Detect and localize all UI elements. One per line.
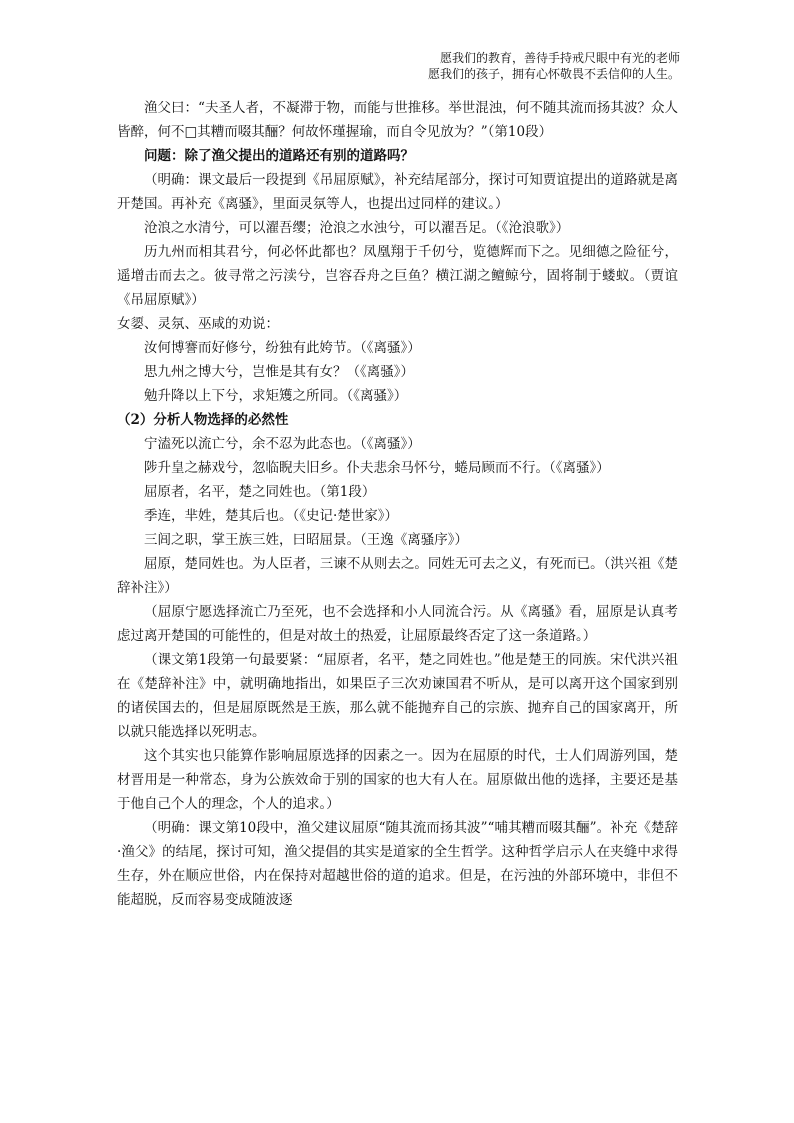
paragraph: 这个其实也只能算作影响屈原选择的因素之一。因为在屈原的时代，士人们周游列国，楚材晋用是一种常态，身为公族效命于别的国家的也大有人在。屈原做出他的选择，主要还是基于他自己个人的理念，个人的追求。） [117, 748, 678, 812]
paragraph: 勉升降以上下兮，求矩矱之所同。（《离骚》） [144, 388, 408, 404]
paragraph: 汝何博謇而好修兮，纷独有此姱节。（《离骚》） [144, 340, 421, 356]
paragraph: 陟升皇之赫戏兮，忽临睨夫旧乡。仆夫悲余马怀兮，蜷局顾而不行。（《离骚》） [144, 460, 610, 476]
paragraph: （课文第1段第一句最要紧：“屈原者，名平，楚之同姓也。”他是楚王的同族。宋代洪兴祖在《楚辞补注》中，就明确地指出，如果臣子三次劝谏国君不听从，是可以离开这个国家到别的诸侯国去的，但是屈原既然是王族，那么就不能抛弃自己的宗族、抛弃自己的国家离开，所以就只能选择以死明志。 [117, 652, 678, 740]
paragraph: （屈原宁愿选择流亡乃至死，也不会选择和小人同流合污。从《离骚》看，屈原是认真考虑过离开楚国的可能性的，但是对故土的热爱，让屈原最终否定了这一条道路。） [117, 604, 678, 644]
section-heading: 问题：除了渔父提出的道路还有别的道路吗？ [144, 148, 414, 164]
page-header [428, 50, 680, 82]
paragraph: 渔父曰：“夫圣人者，不凝滞于物，而能与世推移。举世混浊，何不随其流而扬其波？众人皆醉，何不□其糟而啜其酾？何故怀瑾握瑜，而自令见放为？”（第10段） [117, 100, 678, 140]
paragraph: （明确：课文第10段中，渔父建议屈原“随其流而扬其波”“哺其糟而啜其酾”。补充《楚辞·渔父》的结尾，探讨可知，渔父提倡的其实是道家的全生哲学。这种哲学启示人在夹缝中求得生存，外在顺应世俗，内在保持对超越世俗的道的追求。但是，在污浊的外部环境中，非但不能超脱，反而容易变成随波逐 [117, 820, 678, 908]
header-line-1: 愿我们的教育，善待手持戒尺眼中有光的老师 [439, 51, 680, 65]
paragraph: 历九州而相其君兮，何必怀此都也？凤凰翔于千仞兮，览德辉而下之。见细德之险征兮，遥增击而去之。彼寻常之污渎兮，岂容吞舟之巨鱼？横江湖之鳣鲸兮，固将制于蝼蚁。（贾谊《吊屈原赋》） [117, 244, 678, 308]
paragraph: （明确：课文最后一段提到《吊屈原赋》，补充结尾部分，探讨可知贾谊提出的道路就是离开楚国。再补充《离骚》，里面灵氛等人，也提出过同样的建议。） [117, 172, 678, 212]
paragraph: 女媭、灵氛、巫咸的劝说： [117, 316, 279, 332]
paragraph: 三闾之职，掌王族三姓，曰昭屈景。（王逸《离骚序》） [144, 532, 468, 548]
document-body [117, 96, 678, 912]
section-heading: （2）分析人物选择的必然性 [117, 412, 289, 428]
paragraph: 思九州之博大兮，岂惟是其有女？（《离骚》） [144, 364, 414, 380]
header-line-2: 愿我们的孩子，拥有心怀敬畏不丢信仰的人生。 [427, 67, 680, 81]
paragraph: 宁溘死以流亡兮，余不忍为此态也。（《离骚》） [144, 436, 421, 452]
paragraph: 屈原者，名平，楚之同姓也。（第1段） [144, 484, 376, 500]
paragraph: 屈原，楚同姓也。为人臣者，三谏不从则去之。同姓无可去之义，有死而已。（洪兴祖《楚辞补注》） [117, 556, 678, 596]
paragraph: 季连，芈姓，楚其后也。（《史记·楚世家》） [144, 508, 399, 524]
paragraph: 沧浪之水清兮，可以濯吾缨；沧浪之水浊兮，可以濯吾足。（《沧浪歌》） [144, 220, 570, 236]
